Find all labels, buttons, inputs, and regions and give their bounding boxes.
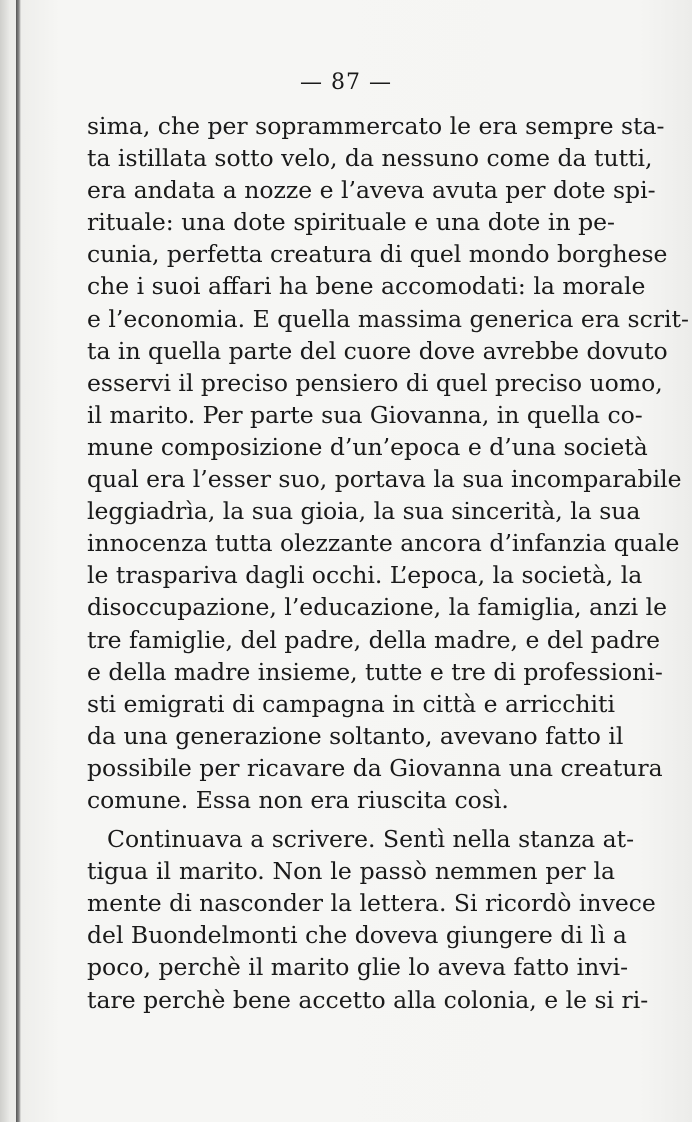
- text-line: comune. Essa non era riuscita così.: [87, 785, 509, 814]
- text-line: del Buondelmonti che doveva giungere di lì a: [87, 921, 627, 950]
- binding-edge: [16, 0, 21, 1122]
- text-line: Continuava a scrivere. Sentì nella stanza at-: [107, 825, 635, 854]
- text-line: innocenza tutta olezzante ancora d’infanzia quale: [87, 529, 680, 558]
- text-line: il marito. Per parte sua Giovanna, in quella co-: [87, 400, 643, 429]
- text-line: possibile per ricavare da Giovanna una creatura: [87, 753, 663, 782]
- text-line: che i suoi affari ha bene accomodati: la morale: [87, 272, 646, 301]
- text-line: era andata a nozze e l’aveva avuta per dote spi-: [87, 176, 656, 205]
- body-text: [87, 110, 689, 1016]
- page-number: — 87 —: [300, 70, 392, 95]
- text-line: esservi il preciso pensiero di quel preciso uomo,: [87, 368, 663, 397]
- text-line: tigua il marito. Non le passò nemmen per la: [87, 857, 615, 886]
- paragraph-1: [87, 110, 689, 816]
- text-line: e della madre insieme, tutte e tre di professioni-: [87, 657, 663, 686]
- text-line: da una generazione soltanto, avevano fatto il: [87, 721, 624, 750]
- text-line: mune composizione d’un’epoca e d’una società: [87, 432, 648, 461]
- text-line: rituale: una dote spirituale e una dote in pe-: [87, 208, 615, 237]
- text-line: ta istillata sotto velo, da nessuno come da tutti,: [87, 144, 653, 173]
- text-line: qual era l’esser suo, portava la sua incomparabile: [87, 465, 682, 494]
- text-line: le traspariva dagli occhi. L’epoca, la società, la: [87, 561, 643, 590]
- paragraph-2: [87, 823, 656, 1016]
- text-line: tare perchè bene accetto alla colonia, e le si ri-: [87, 985, 649, 1014]
- text-line: sti emigrati di campagna in città e arricchiti: [87, 689, 615, 718]
- text-line: cunia, perfetta creatura di quel mondo borghese: [87, 240, 668, 269]
- text-line: disoccupazione, l’educazione, la famiglia, anzi le: [87, 593, 668, 622]
- text-line: tre famiglie, del padre, della madre, e del padre: [87, 625, 661, 654]
- text-line: leggiadrìa, la sua gioia, la sua sincerità, la sua: [87, 497, 641, 526]
- text-line: e l’economia. E quella massima generica era scrit-: [87, 304, 689, 333]
- page-edge-shadow: [0, 0, 10, 1122]
- text-line: ta in quella parte del cuore dove avrebbe dovuto: [87, 336, 668, 365]
- text-line: mente di nasconder la lettera. Si ricordò invece: [87, 889, 656, 918]
- text-line: poco, perchè il marito glie lo aveva fatto invi-: [87, 953, 629, 982]
- text-line: sima, che per soprammercato le era sempre sta-: [87, 112, 665, 140]
